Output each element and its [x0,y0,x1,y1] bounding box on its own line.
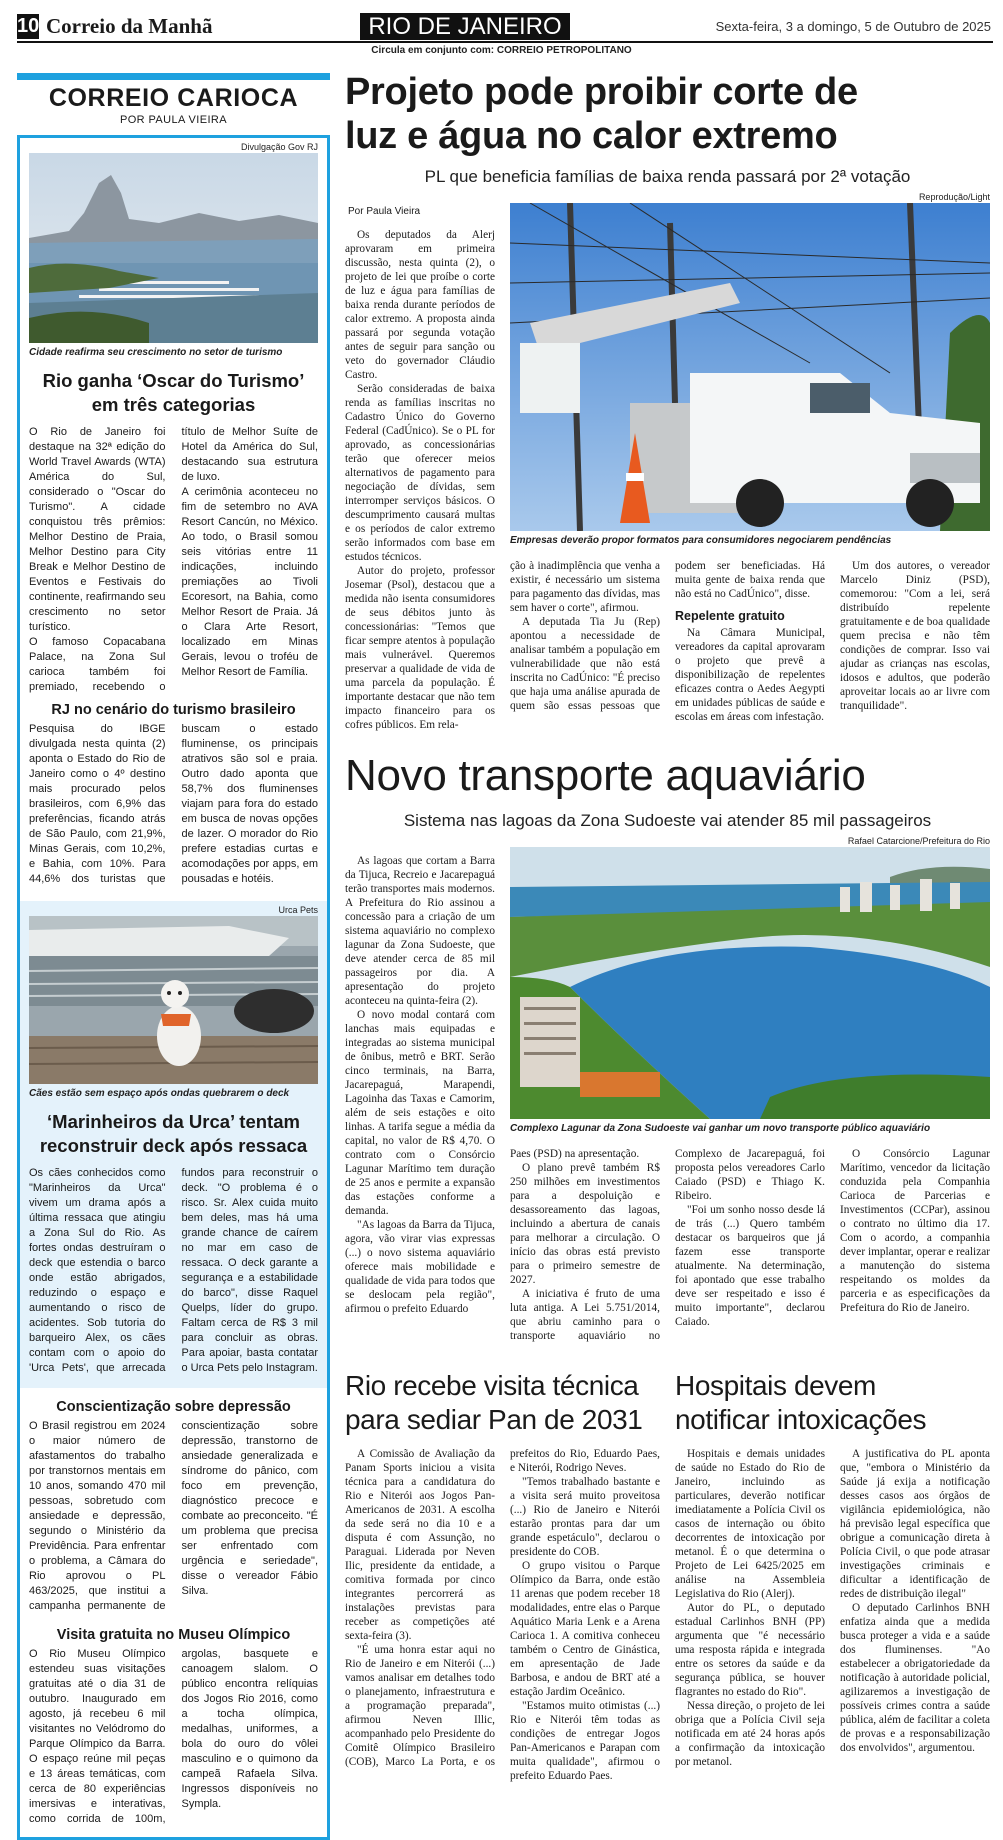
paragraph: "Foi um sonho nosso desde lá de trás (...) Quero também destacar os barqueiros que já fazem esse transporte atualmente. Na determinação, foi apontado que esse trabalho deve ser respeitado e isso é muito importante", declarou Caiado. [675,1204,825,1328]
paragraph: A deputada Tia Ju (Rep) apontou a necessidade de analisar também a população em vulnerabilidade que não está inscrita no CadÚnico: "É preciso que haja uma análise apurada de quem são essas pessoas que podem ser beneficiadas. Há muita gente de baixa renda que não está no CadÚnico", disse. [510,560,825,712]
photo-credit: Rafael Catarcione/Prefeitura do Rio [847,836,990,846]
article-methanol-notification [675,1343,990,1769]
paragraph: Na Câmara Municipal, vereadores da capital aprovaram o projeto que prevê a disponibilização de repelentes eficazes contra o Aedes Aegypti em unidades públicas de saúde e escolas em áreas com infestação. [675,627,825,723]
photo-credit: Reprodução/Light [918,192,990,202]
headline-line: Projeto pode proibir corte de [345,71,858,113]
paragraph: O deputado Carlinhos BNH enfatiza ainda que a medida busca proteger a vida e a saúde dos fluminenses. "Ao estabelecer a obrigatoriedade da notificação à autoridade policial, agilizaremos a investigação de possíveis crimes contra a saúde pública, além de facilitar a coleta de provas e a responsabilização dos envolvidos", argumentou. [840,1602,990,1754]
column-title: CORREIO CARIOCA [48,84,299,112]
paragraph: Nessa direção, o projeto de lei obriga que a Polícia Civil seja notificada em até 24 horas após a confirmação da intoxicação por metanol. [675,1700,825,1768]
photo-credit: Urca Pets [278,905,318,915]
headline-line: Rio recebe visita técnica [345,1370,639,1401]
story-headline: Visita gratuita no Museu Olímpico [56,1627,291,1643]
paragraph: ção à inadimplência que venha a existir, é necessário um sistema para pagamento das dívidas, mas sem haver o corte", afirmou. [510,560,660,614]
sidebar-accent-bar [17,73,330,80]
article-headline: Novo transporte aquaviário [345,751,866,800]
story-headline: ‘Marinheiros da Urca’ tentam reconstruir deck após ressaca [39,1111,308,1156]
article-body-column [345,854,495,1316]
headline-line: notificar intoxicações [675,1404,927,1435]
paragraph: O plano prevê também R$ 250 milhões em investimentos para a despoluição e desassoreamento das lagoas, incluindo a abertura de canais para melhorar a circulação. O início das obras está previsto para o primeiro semestre de 2027. [510,1162,660,1286]
sidebar-box [17,135,330,1840]
paragraph: O Rio Museu Olímpico estendeu suas visitações gratuitas até o dia 31 de outubro. Inaugurado em agosto, já recebeu 6 mil visitantes no Velódromo do Parque Olímpico da Barra. O espaço reúne mil peças e 13 áreas temáticas, com cerca de 80 experiências imersivas e interativas, como corrida de 100m, argolas, basquete e canoagem slalom. O público encontra relíquias dos Jogos Rio 2016, como a tocha olímpica, medalhas, uniformes, a bola do ouro do vôlei masculino e o quimono da campeã Rafaela Silva. Ingressos disponíveis no Sympla. [29,1648,318,1825]
paragraph: Serão consideradas de baixa renda as famílias inscritas no Cadastro Único do Governo Federal (CadÚnico). Se o PL for aprovado, as concessionárias terão que oferecer meios alternativos de pagamento para negociação de dívidas, sem interromper serviços básicos. O descumprimento causará multas e os períodos de calor extremo serão informados com base em estudos técnicos. [345,383,495,563]
power-line-truck-photo [510,203,990,531]
column-byline: POR PAULA VIEIRA [119,114,228,126]
paragraph: Paes (PSD) na apresentação. [510,1148,640,1160]
paragraph: O Brasil registrou em 2024 o maior número de afastamentos do trabalho por transtornos mentais em 10 anos, somando 470 mil pessoas, sobretudo com ansiedade e depressão, segundo o Ministério da Previdência. Para enfrentar o problema, a Câmara do Rio aprovou o PL 463/2025, que institui a campanha permanente de conscientização sobre depressão, transtorno de ansiedade generalizada e síndrome do pânico, com foco em prevenção, diagnóstico precoce e combate ao preconceito. "É um problema que precisa ser enfrentado com urgência e seriedade", disse o vereador Fábio Silva. [29,1420,318,1612]
circulation-note: Circula em conjunto com: CORREIO PETROPOLITANO [371,45,632,56]
article-water-transport [345,750,990,1343]
paragraph: "As lagoas da Barra da Tijuca, agora, vão virar vias expressas (...) o novo sistema aquaviário oferece mais mobilidade e qualidade de vida para todos que se deslocam pela região", afirmou o prefeito Eduardo [345,1219,495,1315]
article-headline [345,1369,660,1437]
paragraph: Pesquisa do IBGE divulgada nesta quinta (2) aponta o Estado do Rio de Janeiro como o 4º destino mais procurado pelos brasileiros, com 6,9% das preferências, ficando atrás de São Paulo, com 21,9%, Minas Gerais, com 10,2%, e Bahia, com 10%. Para 44,6% dos turistas que buscam o estado fluminense, os principais atrativos são sol e praia. Outro dado aponta que 58,7% dos fluminenses viajam para fora do estado em busca de novas opções de lazer. O morador do Rio prefere estadias curtas e acomodações por apps, em pousadas e hotéis. [29,723,318,885]
story-body [29,1419,318,1614]
paragraph: Autor do PL, o deputado estadual Carlinhos BNH (PP) argumenta que "é necessário uma resposta rápida e integrada entre os setores da saúde e da segurança pública, se houver flagrantes no estado do Rio". [675,1602,825,1698]
article-subheadline: Sistema nas lagoas da Zona Sudoeste vai atender 85 mil passageiros [403,811,932,830]
article-byline: Por Paula Vieira [348,206,421,217]
paragraph: Os deputados da Alerj aprovaram em primeira discussão, nesta quinta (2), o projeto de lei que proíbe o corte de luz e água para famílias de baixa renda durante períodos de calor extremo. A proposta ainda passará por segunda votação antes de seguir para sanção ou veto do governador Cláudio Castro. [345,229,495,381]
article-body-column [345,228,495,732]
article-power-cuts [345,70,990,732]
story-body [29,722,318,887]
photo-caption: Cidade reafirma seu crescimento no setor de turismo [29,347,283,358]
story-body [29,1647,318,1827]
photo-credit: Divulgação Gov RJ [240,142,318,152]
page-header [0,0,1003,62]
article-subhead: Repelente gratuito [675,609,785,623]
paragraph: A justificativa do PL aponta que, "embora o Ministério da Saúde já exija a notificação desses casos aos órgãos de vigilância epidemiológica, não há previsão legal específica que obrigue a comunicação direta à Polícia Civil, o que pode atrasar investigações criminais e dificultar a identificação de redes de distribuição ilegal" [840,1448,990,1600]
paragraph: "Estamos muito otimistas (...) Rio e Niterói têm todas as condições de entregar Jogos Pan-Americanos e Parapan com muita qualidade", afirmou o prefeito Eduardo Paes. [510,1700,660,1782]
article-pan-2031 [345,1343,660,1783]
section-title: RIO DE JANEIRO [360,13,570,40]
article-body-continued [510,1147,990,1343]
highlight-panel [20,901,327,1388]
page-number: 10 [17,15,40,37]
article-headline [675,1369,990,1437]
story-headline: Rio ganha ‘Oscar do Turismo’ em três categorias [42,370,305,415]
paragraph: Hospitais e demais unidades de saúde no Estado do Rio de Janeiro, incluindo as particulares, deverão notificar imediatamente a Polícia Civil os casos de internação ou óbito decorrentes de intoxicação por metanol. É o que determina o Projeto de Lei 6425/2025 em análise na Assembleia Legislativa do Rio (Alerj). [675,1448,825,1600]
article-headline [345,70,990,158]
paragraph: O famoso Copacabana Palace, na Zona Sul carioca também foi premiado, recebendo o título de Melhor Suíte de Hotel da América do Sul, destacando sua estrutura de luxo. [29,426,318,693]
paragraph: As lagoas que cortam a Barra da Tijuca, Recreio e Jacarepaguá terão transportes mais modernos. A Prefeitura do Rio assinou a concessão para a criação de um sistema aquaviário no complexo lagunar da Zona Sudoeste, que deve atender cerca de 85 mil passageiros por dia. A apresentação do projeto aconteceu na quinta-feira (2). [345,855,495,1007]
paragraph: O novo modal contará com lanchas mais equipadas e integradas ao sistema municipal de ônibus, metrô e BRT. Serão cinco terminais, na Barra, Jacarepaguá, Marapendi, Lagoinha das Taxas e Camorim, além de seis estações e oito linhas. A tarifa segue a média da capital, no valor de R$ 4,70. O contrato com o Consórcio Lagunar Marítimo tem duração de 25 anos e permite a expansão das estações conforme a demanda. [345,1009,495,1217]
sugarloaf-photo [29,153,318,343]
header-rule [17,41,993,43]
page-body [0,62,1003,1840]
paragraph: A cerimônia aconteceu no fim de setembro no AVA Resort Cancún, no México. Ao todo, o Brasil somou seis vitórias entre 11 indicações, incluindo premiações ao Tivoli Ecoresort, na Bahia, como Melhor Resort de Praia. Já o Clara Arte Resort, localizado em Minas Gerais, levou o troféu de Melhor Resort de Família. [181,486,318,678]
lagoon-aerial-photo [510,847,990,1119]
headline-line: Hospitais devem [675,1370,876,1401]
article-body-continued [510,559,990,724]
paragraph: A Comissão de Avaliação da Panam Sports iniciou a visita técnica para a candidatura do Rio e Niterói aos Jogos Pan-Americanos de 2031. A escolha da sede será no dia 10 e a disputa é com Assunção, no Paraguai. Liderada por Neven Ilic, presidente da entidade, a comitiva formada por cinco integrantes percorrerá as instalações previstas para receber as competições até sexta-feira (3). [345,1448,495,1642]
story-body [29,1166,318,1376]
headline-line: para sediar Pan de 2031 [345,1404,643,1435]
paragraph: "É uma honra estar aqui no Rio de Janeiro e em Niterói (...) vamos analisar em detalhes todo o planejamento, infraestrutura e a programação preparada", afirmou Neven Illic, acompanhado pelo Presidente do Comitê Olímpico Brasileiro (COB), Marco La Porta, e os prefeitos do Rio, Eduardo Paes, e Niterói, Rodrigo Neves. [345,1448,660,1768]
paragraph: O grupo visitou o Parque Olímpico da Barra, onde estão 11 arenas que podem receber 18 modalidades, entre elas o Parque Aquático Maria Lenk e a Arena Carioca 1. A comitiva conheceu também o Centro de Ginástica, em apresentação de Jade Barbosa, e andou de BRT até a estação Jardim Oceânico. [510,1560,660,1698]
paragraph: Um dos autores, o vereador Marcelo Diniz (PSD), comemorou: "Com a lei, será distribuído repelente gratuitamente e de boa qualidade quem precisa e não têm condições de comprar. Isso vai ajudar as crianças nas escolas, idosos e adultos, que poderão aproveitar locais ao ar livre com tranquilidade". [840,560,990,712]
story-headline: Conscientização sobre depressão [56,1399,291,1415]
main-column [345,62,990,1783]
headline-line: luz e água no calor extremo [345,115,838,157]
story-headline: RJ no cenário do turismo brasileiro [51,702,296,718]
newspaper-masthead: Correio da Manhã [46,14,213,38]
paragraph: "Temos trabalhado bastante e a visita será muito proveitosa (...) Rio de Janeiro e Niterói estarão prontas para dar um grande espetáculo", declarou o presidente do COB. [510,1476,660,1558]
paragraph: O Rio de Janeiro foi destaque na 32ª edição do World Travel Awards (WTA) América do Sul, considerado o "Oscar do Turismo". A cidade conquistou três prêmios: Melhor Destino de Praia, Melhor Destino para City Break e Melhor Destino de Eventos e Festivais do continente, reafirmando seu crescimento no setor turístico. [29,426,166,633]
article-body [345,1447,660,1783]
article-body [675,1447,990,1769]
photo-caption: Complexo Lagunar da Zona Sudoeste vai ganhar um novo transporte público aquaviário [510,1123,931,1134]
paragraph: A iniciativa é fruto de uma luta antiga. A Lei 5.751/2014, que abriu caminho para o transporte aquaviário no Complexo de Jacarepaguá, foi proposta pelos vereadores Carlo Caiado (PSD) e Thiago K. Ribeiro. [510,1148,825,1342]
sidebar-column [17,73,330,1840]
edition-date: Sexta-feira, 3 a domingo, 5 de Outubro de 2025 [715,19,991,34]
paragraph: Os cães conhecidos como "Marinheiros da Urca" vivem um drama após a última ressaca que atingiu a Zona Sul do Rio. As fortes ondas destruíram o deck que estendia o barco onde estão abrigados, reduzindo o espaço e aumentando o risco de acidentes. Sob tutoria do barqueiro Alex, os cães contam com o apoio do 'Urca Pets', que arrecada fundos para reconstruir o deck. "O problema é o risco. Sr. Alex cuida muito bem deles, mas há uma grande chance de caírem no mar em caso de ressaca. O deck garante a segurança e a estabilidade do barco", disse Raquel Quelps, líder do grupo. Faltam cerca de R$ 3 mil para concluir as obras. Para apoiar, basta contatar o Urca Pets pelo Instagram. [29,1167,318,1374]
dog-on-boat-photo [29,916,318,1084]
paragraph: Autor do projeto, professor Josemar (Psol), destacou que a medida não isenta consumidores de seus débitos junto às concessionárias: "Temos que ficar sempre atentos à população mais vulnerável. Queremos preservar a qualidade de vida de uma parcela da população. É importante destacar que não tem impacto financeiro para os cofres públicos. Em rela- [345,565,495,731]
photo-caption: Empresas deverão propor formatos para consumidores negociarem pendências [510,535,892,546]
story-body [29,425,318,695]
photo-caption: Cães estão sem espaço após ondas quebrarem o deck [29,1088,290,1099]
paragraph: O Consórcio Lagunar Marítimo, vencedor da licitação conduzida pela Companhia Carioca de Parcerias e Investimentos (CCPar), assinou o contrato no último dia 17. Com o acordo, a companhia dever implantar, operar e realizar a manutenção do sistema respeitando os moldes da parceria e as especificações da Prefeitura do Rio de Janeiro. [840,1148,990,1314]
article-subheadline: PL que beneficia famílias de baixa renda passará por 2ª votação [424,167,911,186]
